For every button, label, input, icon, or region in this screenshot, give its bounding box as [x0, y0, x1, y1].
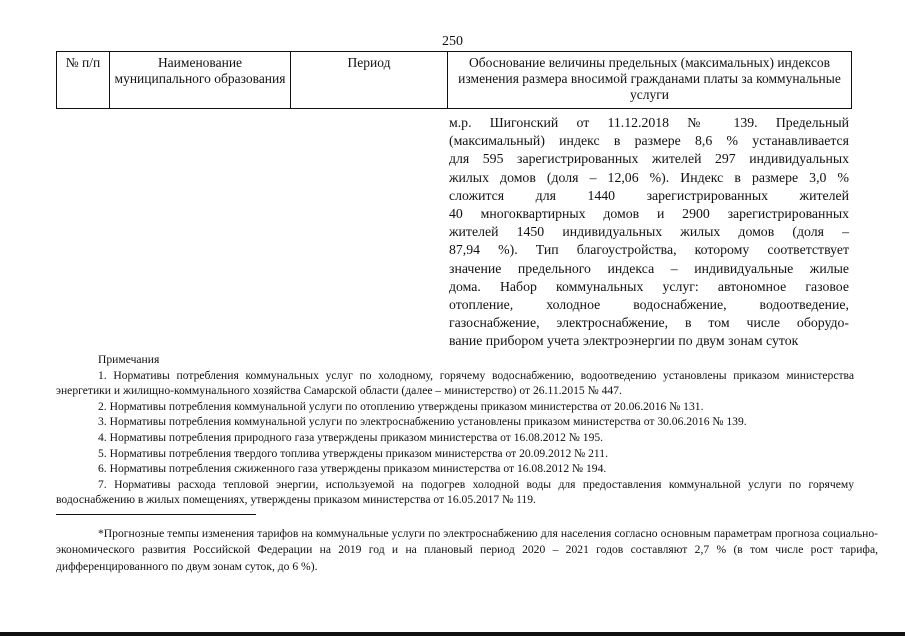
- justification-line: дома. Набор коммунальных услуг: автономное газовое: [449, 278, 849, 294]
- note-item: 2. Нормативы потребления коммунальной услуги по отоплению утверждены приказом министерства от 20.06.2016 № 131.: [98, 399, 704, 413]
- header-table: [56, 51, 852, 109]
- column-header-municipality: Наименование муниципального образования: [110, 52, 291, 109]
- column-header-justification: Обоснование величины предельных (максимальных) индексов изменения размера вносимой гражданами платы за коммунальные услуги: [448, 52, 852, 109]
- note-item: 3. Нормативы потребления коммунальной услуги по электроснабжению установлены приказом министерства от 30.06.2016 № 139.: [98, 415, 747, 429]
- justification-line: жителей 1450 индивидуальных жилых домов (доля –: [449, 224, 849, 240]
- justification-line: отопление, холодное водоснабжение, водоотведение,: [449, 297, 849, 313]
- column-header-number: № п/п: [57, 52, 110, 109]
- footnote-separator: [56, 514, 256, 515]
- note-item: 1. Нормативы потребления коммунальных услуг по холодному, горячему водоснабжению, водоотведению установлены приказом министерства энергетики и жилищно-коммунального хозяйства Самарской области (далее – министерство) от 26.11.2015 № 447.: [56, 368, 854, 398]
- justification-line: значение предельного индекса – индивидуальные жилые: [449, 260, 849, 276]
- scan-bottom-edge: [0, 632, 905, 636]
- header-row: [57, 52, 852, 109]
- justification-line: сложится для 1440 зарегистрированных жителей: [449, 187, 849, 203]
- justification-line: жилых домов (доля – 12,06 %). Индекс в размере 3,0 %: [449, 169, 849, 185]
- justification-line: вание прибором учета электроэнергии по двум зонам суток: [449, 333, 799, 349]
- footnote: [56, 526, 878, 575]
- note-item: 5. Нормативы потребления твердого топлива утверждены приказом министерства от 20.09.2012 № 211.: [98, 446, 608, 460]
- justification-line: м.р. Шигонский от 11.12.2018 № 139. Предельный: [449, 115, 849, 130]
- note-item: 4. Нормативы потребления природного газа утверждены приказом министерства от 16.08.2012 № 195.: [98, 430, 604, 444]
- page-number: 250: [442, 34, 463, 49]
- column-header-period: Период: [291, 52, 448, 109]
- justification-line: 40 многоквартирных домов и 2900 зарегистрированных: [449, 206, 849, 222]
- justification-line: 87,94 %). Тип благоустройства, которому соответствует: [449, 242, 849, 258]
- notes-heading: Примечания: [98, 353, 160, 366]
- justification-line: газоснабжение, электроснабжение, в том числе оборудо-: [449, 315, 849, 331]
- note-item: 6. Нормативы потребления сжиженного газа утверждены приказом министерства от 16.08.2012 № 194.: [98, 462, 607, 476]
- footnote-text: *Прогнозные темпы изменения тарифов на коммунальные услуги по электроснабжению для населения согласно основным параметрам прогноза социально-экономического развития Российской Федерации на 2019 год и на плановый период 2020 – 2021 годов составляют 2,7 % (в том числе рост тарифа, дифференцированного по двум зонам суток, до 6 %).: [56, 527, 878, 573]
- justification-line: для 595 зарегистрированных жителей 297 индивидуальных: [449, 151, 849, 167]
- justification-line: (максимальный) индекс в размере 8,6 % устанавливается: [449, 133, 849, 149]
- notes-section: [56, 352, 854, 508]
- justification-text: [449, 114, 849, 351]
- note-item: 7. Нормативы расхода тепловой энергии, используемой на подогрев холодной воды для предоставления коммунальной услуги по горячему водоснабжению в жилых помещениях, утверждены приказом министерства от 16.05.2017 № 119.: [56, 477, 854, 507]
